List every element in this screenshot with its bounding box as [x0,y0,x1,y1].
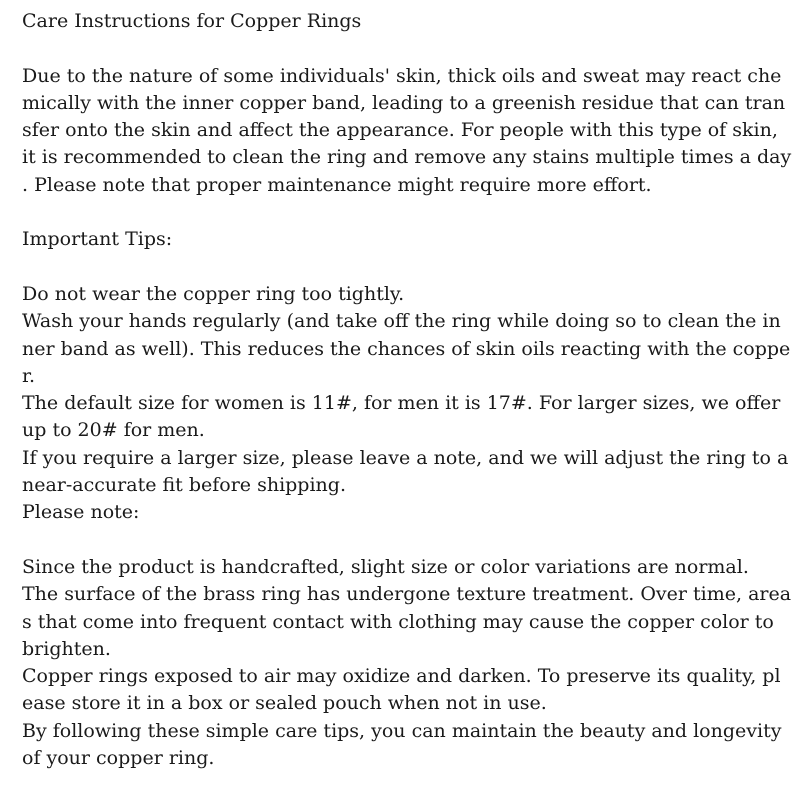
notes-line: s that come into frequent contact with clothing may cause the copper color to [22,610,774,633]
blank-line [22,527,792,554]
tips-line: ner band as well). This reduces the chances of skin oils reacting with the coppe [22,337,791,360]
tips-list [22,281,792,527]
notes-line: ease store it in a box or sealed pouch when not in use. [22,692,547,715]
intro-line: it is recommended to clean the ring and remove any stains multiple times a day [22,146,792,169]
notes-line: Since the product is handcrafted, slight size or color variations are normal. [22,555,749,578]
blank-line [22,199,792,226]
intro-line: mically with the inner copper band, leading to a greenish residue that can tran [22,91,786,114]
tips-line: The default size for women is 11#, for men it is 17#. For larger sizes, we offer [22,392,781,415]
tips-line: up to 20# for men. [22,419,205,442]
notes-line: By following these simple care tips, you can maintain the beauty and longevity [22,719,782,742]
blank-line [22,35,792,62]
blank-line [22,254,792,281]
intro-paragraph [22,63,792,199]
notes-list [22,554,792,772]
intro-line: . Please note that proper maintenance might require more effort. [22,173,652,196]
intro-line: sfer onto the skin and affect the appearance. For people with this type of skin, [22,119,778,142]
notes-line: of your copper ring. [22,747,215,770]
tips-line: If you require a larger size, please leave a note, and we will adjust the ring to a [22,446,789,469]
please-note-heading: Please note: [22,501,140,524]
intro-line: Due to the nature of some individuals' skin, thick oils and sweat may react che [22,64,782,87]
document-body [22,8,792,772]
notes-line: Copper rings exposed to air may oxidize and darken. To preserve its quality, pl [22,665,781,688]
notes-line: The surface of the brass ring has undergone texture treatment. Over time, area [22,583,792,606]
tips-line: Wash your hands regularly (and take off the ring while doing so to clean the in [22,310,781,333]
document-title: Care Instructions for Copper Rings [22,10,362,32]
tips-line: near-accurate fit before shipping. [22,474,346,497]
notes-line: brighten. [22,637,111,660]
tips-line: Do not wear the copper ring too tightly. [22,282,405,305]
tips-line: r. [22,364,36,387]
tips-heading: Important Tips: [22,228,173,251]
